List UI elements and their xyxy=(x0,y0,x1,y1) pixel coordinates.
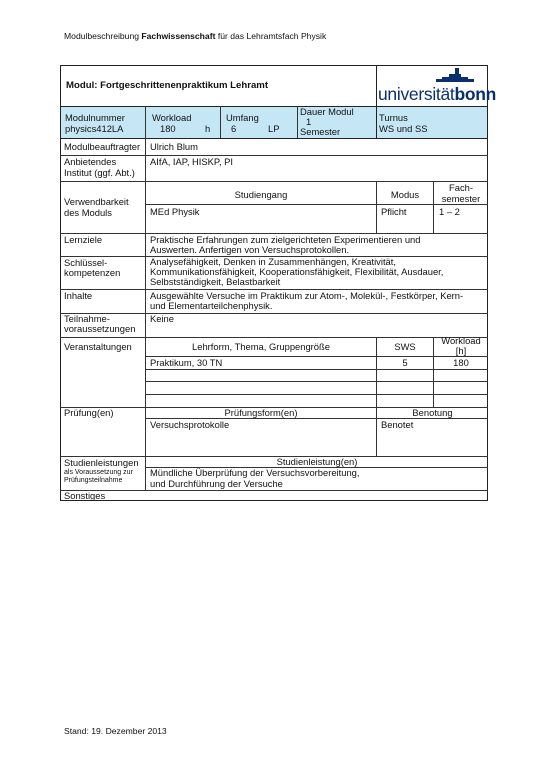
university-logo xyxy=(376,66,497,106)
modus-value: Pflicht xyxy=(381,206,407,217)
studienleistung-line-1: Mündliche Überprüfung der Versuchsvorbereitung, xyxy=(150,467,360,478)
workload-header-2: [h] xyxy=(455,345,467,356)
anbietendes-label-2: Institut (ggf. Abt.) xyxy=(64,167,135,178)
pruefung-label: Prüfung(en) xyxy=(64,407,114,418)
inhalte-line-2: und Elementarteilchenphysik. xyxy=(150,300,273,311)
verwend-label-2: des Moduls xyxy=(64,207,112,218)
schluessel-label-1: Schlüssel- xyxy=(64,257,108,268)
lehrform-header: Lehrform, Thema, Gruppengröße xyxy=(192,341,330,352)
lernziele-label: Lernziele xyxy=(64,234,103,245)
studienleistung-header: Studienleistung(en) xyxy=(276,456,358,467)
modulnummer-value: physics412LA xyxy=(65,123,124,134)
workload-header-1: Workload xyxy=(441,335,481,346)
umfang-value: 6 xyxy=(231,123,237,134)
module-title: Modul: Fortgeschrittenenpraktikum Lehramt xyxy=(66,80,269,91)
lernziele-line-2: Auswerten. Anfertigen von Versuchsprotokollen. xyxy=(150,244,350,255)
studienleistungen-small-1: als Voraussetzung zur xyxy=(64,469,133,476)
studienleistungen-small-2: Prüfungsteilnahme xyxy=(64,477,123,484)
sws-value: 5 xyxy=(402,357,408,368)
page-header xyxy=(64,31,326,41)
studienleistungen-label: Studienleistungen xyxy=(64,457,139,468)
dauer-unit: Semester xyxy=(300,126,341,137)
modus-header: Modus xyxy=(390,189,420,200)
lernziele-line-1: Praktische Erfahrungen zum zielgerichteten Experimentieren und xyxy=(150,234,421,245)
inhalte-line-1: Ausgewählte Versuche im Praktikum zur Atom-, Molekül-, Festkörper, Kern- xyxy=(150,290,464,301)
benotung-header: Benotung xyxy=(412,407,453,418)
sonstiges-label: Sonstiges xyxy=(64,490,106,501)
pruefungsform-header: Prüfungsform(en) xyxy=(224,407,298,418)
schluessel-line-2: Kommunikationsfähigkeit, Kooperationsfähigkeit, Flexibilität, Ausdauer, xyxy=(150,266,444,277)
benotung-value: Benotet xyxy=(381,419,414,430)
turnus-label: Turnus xyxy=(379,112,408,123)
workload-unit: h xyxy=(205,123,211,134)
schluessel-line-1: Analysefähigkeit, Denken in Zusammenhängen, Kreativität, xyxy=(150,256,396,267)
footer-date: Stand: 19. Dezember 2013 xyxy=(64,726,167,736)
logo-wordmark: universitätbonn xyxy=(378,84,497,104)
teilnahme-label-1: Teilnahme- xyxy=(64,313,110,324)
modulnummer-label: Modulnummer xyxy=(65,112,125,123)
header-suffix: für das Lehramtsfach Physik xyxy=(215,31,327,41)
studiengang-value: MEd Physik xyxy=(150,206,200,217)
anbietendes-value: AIfA, IAP, HISKP, PI xyxy=(150,156,234,167)
beauftragter-label: Modulbeauftragter xyxy=(64,141,141,152)
workload-value: 180 xyxy=(160,123,176,134)
umfang-unit: LP xyxy=(268,123,280,134)
praktikum-workload: 180 xyxy=(453,357,469,368)
dauer-label: Dauer Modul xyxy=(300,106,354,117)
header-bold: Fachwissenschaft xyxy=(141,31,216,41)
fachsemester-header-2: semester xyxy=(441,193,481,204)
inhalte-label: Inhalte xyxy=(64,290,93,301)
studiengang-header: Studiengang xyxy=(234,189,288,200)
veranstaltungen-label: Veranstaltungen xyxy=(64,341,132,352)
teilnahme-label-2: voraussetzungen xyxy=(64,323,136,334)
schluessel-label-2: kompetenzen xyxy=(64,267,121,278)
anbietendes-label-1: Anbietendes xyxy=(64,156,117,167)
schluessel-line-3: Selbstständigkeit, Belastbarkeit xyxy=(150,276,281,287)
sws-header: SWS xyxy=(394,341,416,352)
beauftragter-value: Ulrich Blum xyxy=(150,141,198,152)
turnus-value: WS und SS xyxy=(379,123,428,134)
teilnahme-value: Keine xyxy=(150,313,174,324)
umfang-label: Umfang xyxy=(226,112,259,123)
fachsemester-value: 1 – 2 xyxy=(439,206,460,217)
studienleistung-line-2: und Durchführung der Versuche xyxy=(150,478,283,489)
dauer-value: 1 xyxy=(306,116,312,127)
praktikum-value: Praktikum, 30 TN xyxy=(150,357,223,368)
workload-label: Workload xyxy=(152,112,192,123)
pruefungsform-value: Versuchsprotokolle xyxy=(150,419,230,430)
fachsemester-header-1: Fach- xyxy=(449,182,473,193)
verwend-label-1: Verwendbarkeit xyxy=(64,196,129,207)
header-prefix: Modulbeschreibung xyxy=(64,31,142,41)
